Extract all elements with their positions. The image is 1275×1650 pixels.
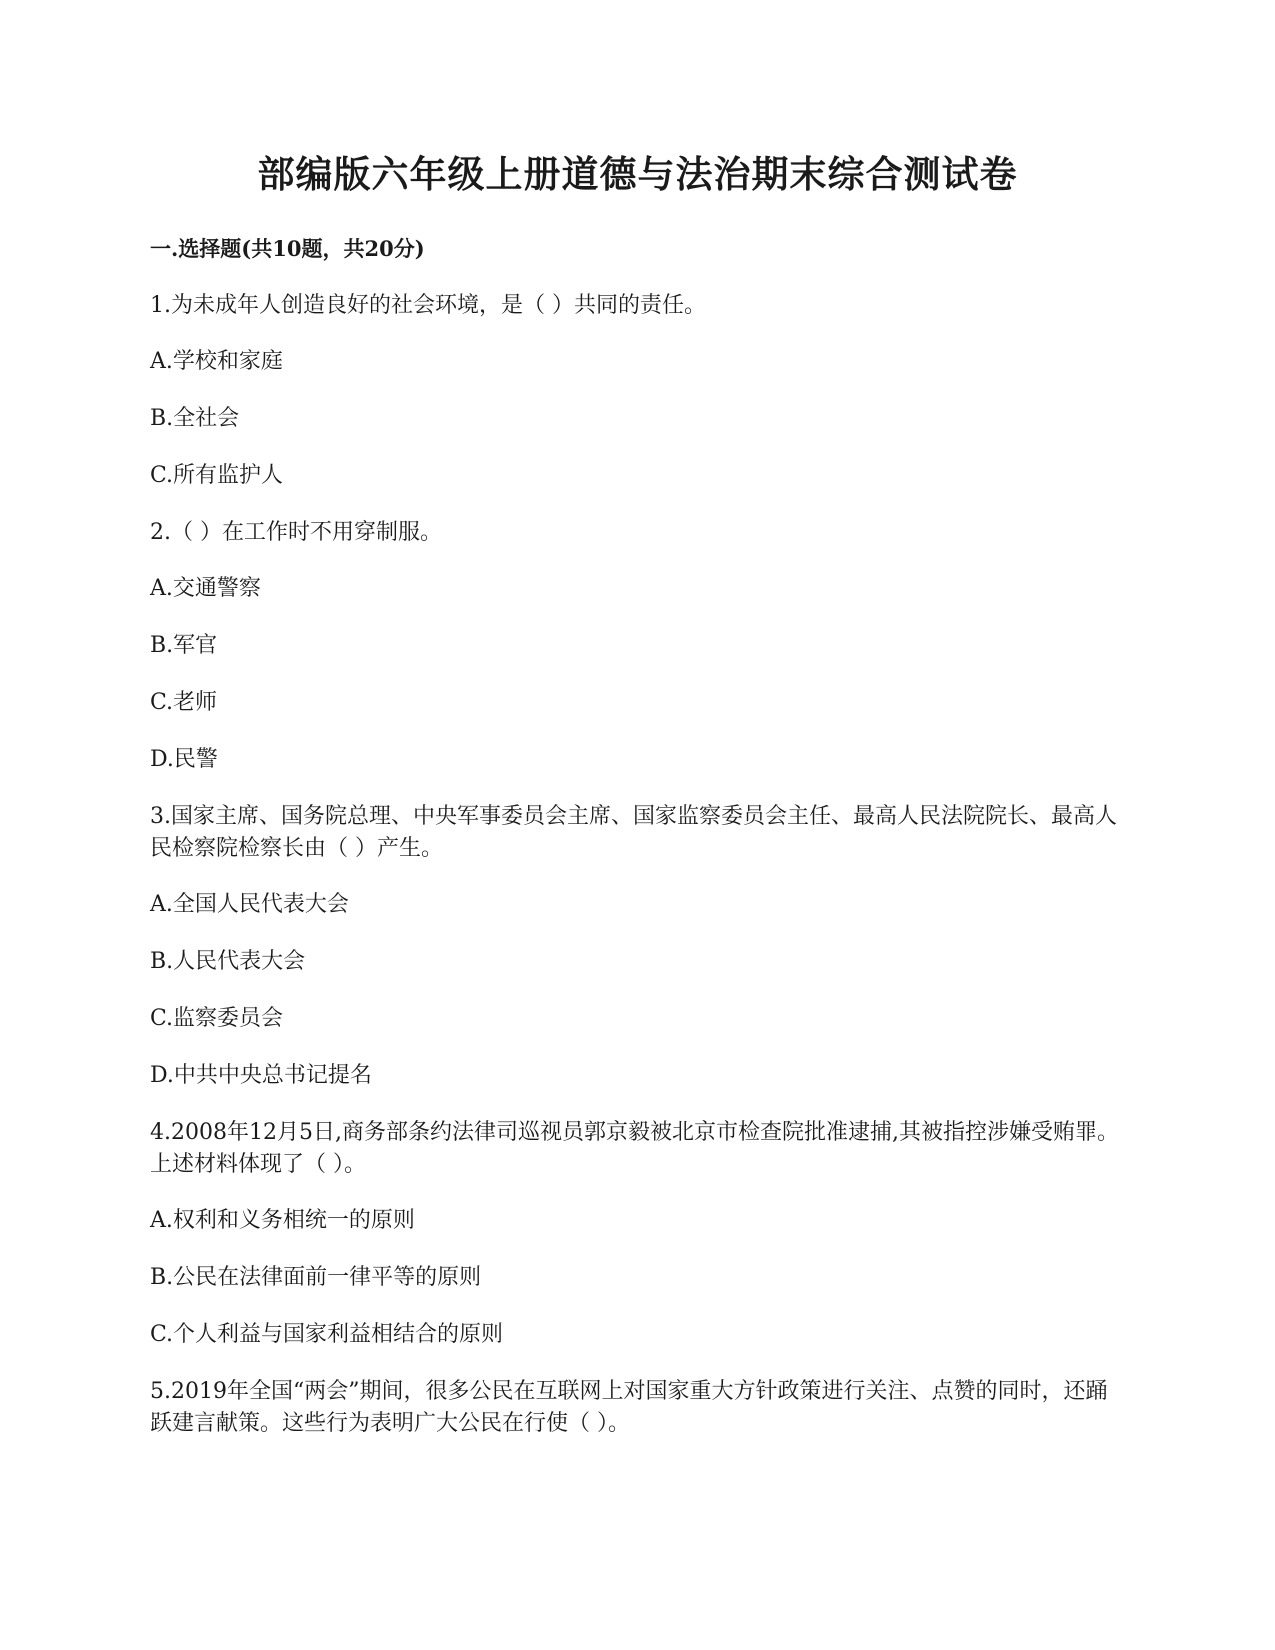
question-text: 3.国家主席、国务院总理、中央军事委员会主席、国家监察委员会主任、最高人民法院院长、最高人民检察院检察长由（ ）产生。: [150, 804, 1117, 861]
option-b: B.公民在法律面前一律平等的原则: [150, 1265, 482, 1290]
option-b: B.全社会: [150, 406, 240, 431]
option-a: A.全国人民代表大会: [150, 892, 349, 917]
question-text: 5.2019年全国“两会”期间，很多公民在互联网上对国家重大方针政策进行关注、点赞的同时，还踊跃建言献策。这些行为表明广大公民在行使（ ）。: [150, 1379, 1108, 1436]
option-c: C.个人利益与国家利益相结合的原则: [150, 1322, 504, 1347]
question-4: [150, 1117, 1125, 1351]
option-c: C.老师: [150, 690, 218, 715]
question-5: [150, 1376, 1125, 1440]
exam-content: [150, 232, 1125, 1464]
option-c: C.监察委员会: [150, 1006, 284, 1031]
question-text: 4.2008年12月5日,商务部条约法律司巡视员郭京毅被北京市检查院批准逮捕,其被指控涉嫌受贿罪。上述材料体现了（ ）。: [150, 1120, 1119, 1177]
question-text: 2.（ ）在工作时不用穿制服。: [150, 520, 442, 545]
option-d: D.中共中央总书记提名: [150, 1063, 372, 1088]
option-d: D.民警: [150, 747, 218, 772]
option-a: A.学校和家庭: [150, 349, 283, 374]
option-b: B.军官: [150, 633, 218, 658]
option-a: A.权利和义务相统一的原则: [150, 1208, 415, 1233]
question-1: [150, 290, 1125, 492]
page-title: 部编版六年级上册道德与法治期末综合测试卷: [257, 152, 1018, 196]
question-text: 1.为未成年人创造良好的社会环境，是（ ）共同的责任。: [150, 293, 706, 318]
question-2: [150, 517, 1125, 776]
option-c: C.所有监护人: [150, 463, 284, 488]
section-header: 一.选择题(共10题，共20分): [150, 236, 425, 261]
question-3: [150, 801, 1125, 1092]
option-a: A.交通警察: [150, 576, 261, 601]
option-b: B.人民代表大会: [150, 949, 306, 974]
